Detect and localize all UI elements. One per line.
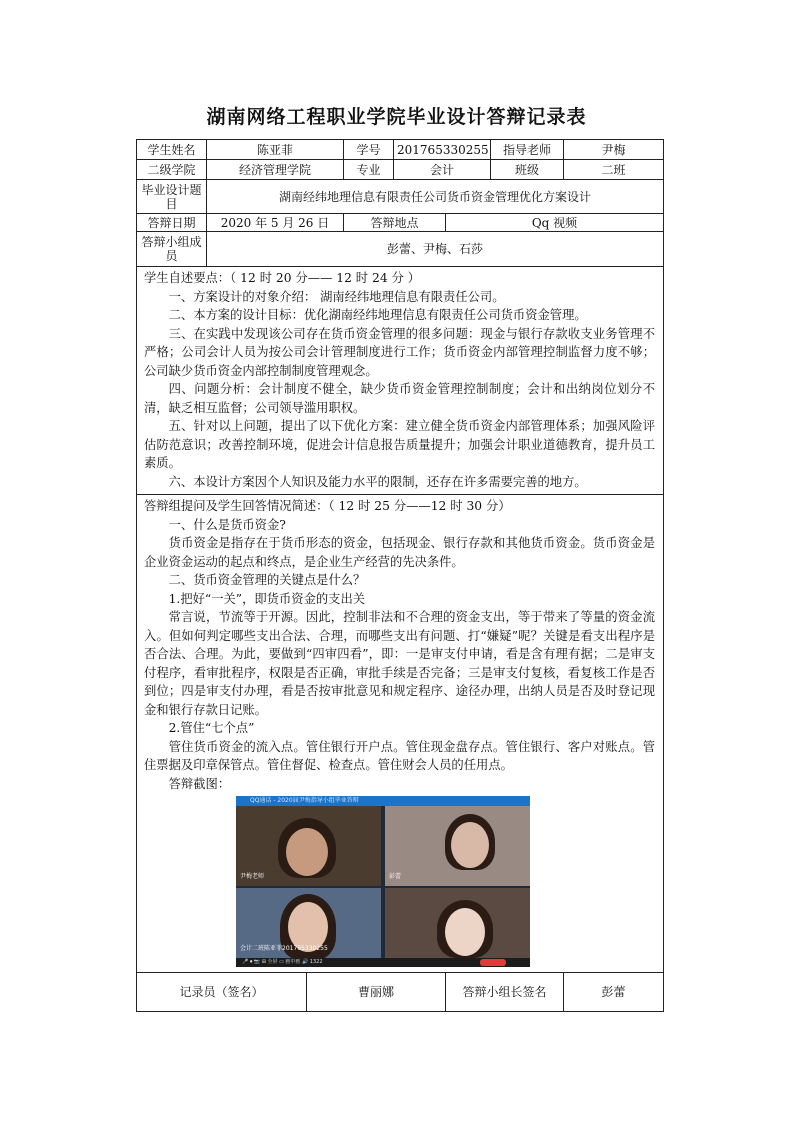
student-id-label: 学号: [344, 140, 394, 160]
advisor-value: 尹梅: [564, 140, 664, 160]
college-label: 二级学院: [137, 160, 207, 180]
video-tile-label: 会计二班陈亚菲201765330255: [240, 945, 328, 952]
video-tile: [385, 888, 530, 967]
self-statement-block: [137, 267, 664, 495]
date-value: 2020 年 5 月 26 日: [207, 214, 344, 232]
form-title: 湖南网络工程职业学院毕业设计答辩记录表: [206, 106, 587, 128]
panel-label: 答辩小组成员: [137, 232, 207, 267]
qa-heading: 答辩组提问及学生回答情况简述：（ 12 时 25 分——12 时 30 分）: [144, 499, 511, 513]
qa-answer: 管住货币资金的流入点。管住银行开户点。管住现金盘存点。管住银行、客户对账点。管住票据及印章保管点。管住督促、检查点。管住财会人员的任用点。: [144, 739, 656, 772]
qa-question: 二、货币资金管理的关键点是什么？: [168, 573, 366, 587]
date-label: 答辩日期: [137, 214, 207, 232]
recorder-signature: 曹丽娜: [307, 973, 446, 1012]
qa-subheading: 2.管住“七个点”: [168, 721, 255, 735]
qa-question: 一、什么是货币资金?: [168, 517, 286, 532]
student-name-value: 陈亚菲: [207, 140, 344, 160]
self-statement-heading: 学生自述要点：（ 12 时 20 分—— 12 时 24 分 ）: [144, 271, 421, 285]
venue-value: Qq 视频: [446, 214, 664, 232]
major-value: 会计: [394, 160, 491, 180]
self-statement-item: 六、本设计方案因个人知识及能力水平的限制，还存在许多需要完善的地方。: [168, 474, 587, 489]
video-call-screenshot: [236, 796, 530, 967]
self-statement-item: 四、问题分析：会计制度不健全，缺少货币资金管理控制制度；会计和出纳岗位划分不清，缺乏相互监督；公司领导滥用职权。: [144, 382, 656, 415]
topic-value: 湖南经纬地理信息有限责任公司货币资金管理优化方案设计: [207, 180, 664, 214]
hang-up-icon: [480, 959, 506, 966]
qa-block: [137, 495, 664, 973]
qa-subheading: 1.把好“一关”，即货币资金的支出关: [168, 591, 366, 606]
self-statement-item: 五、针对以上问题，提出了以下优化方案：建立健全货币资金内部管理体系；加强风险评估防范意识；改善控制环境，促进会计信息报告质量提升；加强会计职业道德教育，提升员工素质。: [144, 419, 656, 470]
video-tile-label: 彭蕾: [389, 873, 402, 880]
self-statement-item: 二、本方案的设计目标：优化湖南经纬地理信息有限责任公司货币资金管理。: [168, 308, 587, 322]
call-toolbar: 🎤 ⏺ 📷 ⊞ 全屏 ▭ 画中画 🔊 1322: [236, 958, 530, 967]
video-tile: [236, 888, 381, 967]
video-tile: [385, 806, 530, 886]
student-name-label: 学生姓名: [137, 140, 207, 160]
class-value: 二班: [564, 160, 664, 180]
defense-record-table: [136, 139, 664, 1012]
leader-signature: 彭蕾: [564, 973, 664, 1012]
self-statement-item: 一、方案设计的对象介绍： 湖南经纬地理信息有限责任公司。: [168, 289, 505, 304]
major-label: 专业: [344, 160, 394, 180]
call-window-title: QQ通话 - 2020届尹梅指导小组毕业答辩: [236, 796, 530, 806]
qa-answer: 货币资金是指存在于货币形态的资金，包括现金、银行存款和其他货币资金。货币资金是企业资金运动的起点和终点，是企业生产经营的先决条件。: [144, 536, 656, 569]
leader-label: 答辩小组长签名: [446, 973, 564, 1012]
advisor-label: 指导老师: [491, 140, 564, 160]
panel-value: 彭蕾、尹梅、石莎: [207, 232, 664, 267]
video-tile-label: 尹梅老师: [240, 873, 265, 880]
screenshot-caption: 答辩截图：: [168, 776, 231, 791]
recorder-label: 记录员（签名）: [137, 973, 307, 1012]
topic-label: 毕业设计题目: [137, 180, 207, 214]
video-tile: [236, 806, 381, 886]
class-label: 班级: [491, 160, 564, 180]
student-id-value: 201765330255: [394, 140, 491, 160]
college-value: 经济管理学院: [207, 160, 344, 180]
self-statement-item: 三、在实践中发现该公司存在货币资金管理的很多问题：现金与银行存款收支业务管理不严格；公司会计人员为按公司会计管理制度进行工作；货币资金内部管理控制监督力度不够；公司缺少货币资金内部控制制度管理观念。: [144, 326, 656, 378]
qa-answer: 常言说，节流等于开源。因此，控制非法和不合理的资金支出，等于带来了等量的资金流入。但如何判定哪些支出合法、合理，而哪些支出有问题、打“嫌疑”呢？关键是看支出程序是否合法、合理。为此，要做到“四审四看”，即：一是审支付申请，看是含有理有据；二是审支付程序，看审批程序，权限是否正确，审批手续是否完备；三是审支付复核，看复核工作是否到位；四是审支付办理，看是否按审批意见和规定程序、途径办理，出纳人员是否及时登记现金和银行存款日记账。: [144, 610, 656, 717]
venue-label: 答辩地点: [344, 214, 446, 232]
